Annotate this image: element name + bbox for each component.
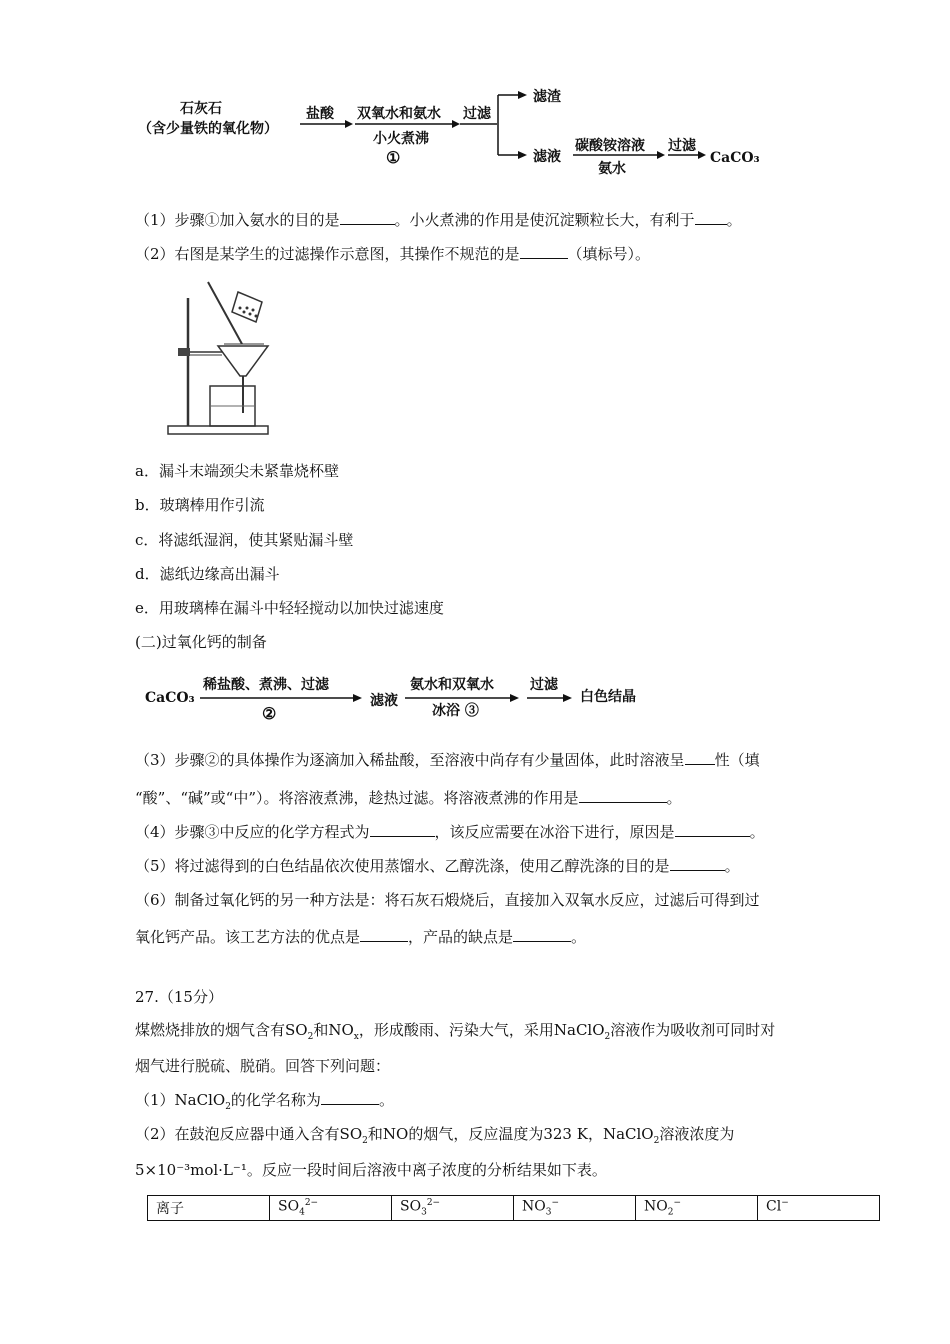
text: 溶液浓度为 xyxy=(659,1125,735,1143)
q6-text-2: ，产品的缺点是 xyxy=(408,928,514,946)
section-2-title: (二)过氧化钙的制备 xyxy=(135,633,267,651)
flow1-product: CaCO₃ xyxy=(710,150,760,166)
sup: − xyxy=(781,1198,789,1209)
sub: 3 xyxy=(421,1207,427,1218)
question-3-line-1 xyxy=(135,750,760,770)
q3-text-2: 性（填 xyxy=(714,751,760,769)
table-row xyxy=(148,1196,880,1221)
answer-blank[interactable] xyxy=(695,210,727,225)
question-6-line-2 xyxy=(135,927,586,947)
sub: 2 xyxy=(225,1102,231,1112)
sup: − xyxy=(673,1198,682,1209)
q3-text: （3）步骤②的具体操作为逐滴加入稀盐酸，至溶液中尚存有少量固体，此时溶液呈 xyxy=(135,751,685,769)
nox: NO xyxy=(328,1021,354,1039)
q27-part-2-line-1 xyxy=(135,1124,734,1151)
text: 和 xyxy=(367,1125,383,1143)
ion-concentration-table xyxy=(147,1195,880,1221)
text: （1） xyxy=(135,1091,175,1109)
q2-text: （2）右图是某学生的过滤操作示意图，其操作不规范的是 xyxy=(135,245,520,263)
flow1-residue: 滤渣 xyxy=(533,89,561,105)
naclo2: NaClO xyxy=(174,1091,226,1109)
so2: SO xyxy=(285,1021,308,1039)
question-1 xyxy=(135,210,742,230)
option-c: c．将滤纸湿润，使其紧贴漏斗壁 xyxy=(135,531,354,549)
concentration: 5×10⁻³mol·L⁻¹ xyxy=(135,1161,247,1179)
question-2 xyxy=(135,244,650,264)
answer-blank[interactable] xyxy=(685,750,715,765)
flow2-step-2: ② xyxy=(262,704,277,723)
text: ，形成酸雨、污染大气，采用 xyxy=(358,1021,554,1039)
q6-text-3: 。 xyxy=(571,928,587,946)
flow2-arrow3-label: 过滤 xyxy=(530,677,558,693)
ion: NO xyxy=(644,1198,668,1215)
table-cell xyxy=(758,1196,880,1221)
so2: SO xyxy=(339,1125,363,1143)
q27-header: 27.（15分） xyxy=(135,988,223,1006)
table-cell xyxy=(514,1196,636,1221)
sub: 2 xyxy=(604,1032,611,1042)
answer-blank[interactable] xyxy=(513,927,571,942)
q6-text: 氧化钙产品。该工艺方法的优点是 xyxy=(135,928,361,946)
option-e: e．用玻璃棒在漏斗中轻轻搅动以加快过滤速度 xyxy=(135,599,444,617)
flow1-filtrate: 滤液 xyxy=(533,149,561,165)
q1-text-2: 。小火煮沸的作用是使沉淀颗粒长大，有利于 xyxy=(394,211,695,229)
option-d: d．滤纸边缘高出漏斗 xyxy=(135,565,280,583)
flow1-arrow3-label: 过滤 xyxy=(463,106,491,122)
filtration-apparatus-figure xyxy=(160,278,280,443)
flow1-arrow4-bottom: 氨水 xyxy=(598,161,626,177)
flow1-arrow2-bottom: 小火煮沸 xyxy=(373,131,429,147)
answer-blank[interactable] xyxy=(340,210,395,225)
answer-blank[interactable] xyxy=(579,788,667,803)
q3-text-3: “酸”、“碱”或“中”）。将溶液煮沸，趁热过滤。将溶液煮沸的作用是 xyxy=(135,789,579,807)
flow1-start-line2: （含少量铁的氧化物） xyxy=(138,121,278,137)
sub: 2 xyxy=(653,1136,660,1146)
flow2-arrow2-bottom: 冰浴 ③ xyxy=(432,703,479,719)
naclo2: NaClO xyxy=(602,1125,654,1143)
q5-text-2: 。 xyxy=(724,857,740,875)
answer-blank[interactable] xyxy=(360,927,408,942)
sup: 2− xyxy=(426,1198,441,1209)
no: NO xyxy=(382,1125,409,1143)
sub: 3 xyxy=(545,1207,552,1218)
flow1-start-line1: 石灰石 xyxy=(180,101,222,117)
q27-part-1 xyxy=(135,1090,394,1117)
question-4 xyxy=(135,822,765,842)
sub: 4 xyxy=(299,1207,305,1218)
text: 。 xyxy=(378,1091,394,1109)
table-cell xyxy=(636,1196,758,1221)
q4-text-3: 。 xyxy=(749,823,765,841)
question-3-line-2 xyxy=(135,788,682,808)
sup: − xyxy=(551,1198,560,1209)
ion: SO xyxy=(278,1198,300,1215)
answer-blank[interactable] xyxy=(321,1090,379,1105)
q27-part-2-line-2 xyxy=(135,1160,607,1180)
sub: x xyxy=(353,1032,359,1042)
text: 和 xyxy=(313,1021,329,1039)
text: （2）在鼓泡反应器中通入含有 xyxy=(135,1125,340,1143)
flow2-filtrate: 滤液 xyxy=(370,693,398,709)
sup: 2− xyxy=(304,1198,319,1209)
q2-text-2: （填标号）。 xyxy=(567,245,651,263)
flow1-arrow2-top: 双氧水和氨水 xyxy=(357,106,441,122)
table-cell xyxy=(270,1196,392,1221)
flow2-arrows xyxy=(0,660,950,720)
q4-text-2: ，该反应需要在冰浴下进行，原因是 xyxy=(434,823,675,841)
flow1-arrow4-top: 碳酸铵溶液 xyxy=(575,138,645,154)
table-header-ion: 离子 xyxy=(148,1196,270,1221)
answer-blank[interactable] xyxy=(520,244,568,259)
option-a: a．漏斗末端颈尖未紧靠烧杯壁 xyxy=(135,462,339,480)
text: 煤燃烧排放的烟气含有 xyxy=(135,1021,286,1039)
flow1-arrow5-label: 过滤 xyxy=(668,138,696,154)
flow2-arrow2-top: 氨水和双氧水 xyxy=(410,677,494,693)
question-6-line-1: （6）制备过氧化钙的另一种方法是：将石灰石煅烧后，直接加入双氧水反应，过滤后可得到过 xyxy=(135,891,760,909)
flow1-arrow1-label: 盐酸 xyxy=(306,106,334,122)
temperature: 323 K xyxy=(543,1125,588,1143)
ion: Cl xyxy=(766,1198,782,1215)
q27-intro-line-2: 烟气进行脱硫、脱硝。回答下列问题： xyxy=(135,1057,391,1075)
flow2-start: CaCO₃ xyxy=(145,690,195,706)
ion: NO xyxy=(522,1198,546,1215)
ion: SO xyxy=(400,1198,422,1215)
flow2-arrow1-top: 稀盐酸、煮沸、过滤 xyxy=(203,677,329,693)
sub: 2 xyxy=(667,1207,674,1218)
sub: 2 xyxy=(307,1032,314,1042)
naclo2: NaClO xyxy=(553,1021,605,1039)
flow1-step-1: ① xyxy=(386,148,401,167)
q1-text: （1）步骤①加入氨水的目的是 xyxy=(135,211,340,229)
answer-blank[interactable] xyxy=(670,856,725,871)
text: 的化学名称为 xyxy=(230,1091,321,1109)
q5-text: （5）将过滤得到的白色结晶依次使用蒸馏水、乙醇洗涤，使用乙醇洗涤的目的是 xyxy=(135,857,670,875)
q27-intro-line-1 xyxy=(135,1020,775,1047)
q3-text-4: 。 xyxy=(666,789,682,807)
text: 溶液作为吸收剂可同时对 xyxy=(610,1021,776,1039)
answer-blank[interactable] xyxy=(370,822,435,837)
text: 的烟气，反应温度为 xyxy=(408,1125,544,1143)
question-5 xyxy=(135,856,740,876)
text: ， xyxy=(587,1125,603,1143)
q1-text-3: 。 xyxy=(726,211,742,229)
q4-text: （4）步骤③中反应的化学方程式为 xyxy=(135,823,370,841)
flow2-product: 白色结晶 xyxy=(580,689,636,705)
answer-blank[interactable] xyxy=(675,822,750,837)
text: 。反应一段时间后溶液中离子浓度的分析结果如下表。 xyxy=(246,1161,607,1179)
sub: 2 xyxy=(362,1136,368,1146)
option-b: b．玻璃棒用作引流 xyxy=(135,496,265,514)
table-cell xyxy=(392,1196,514,1221)
flow1-arrows xyxy=(0,0,950,200)
